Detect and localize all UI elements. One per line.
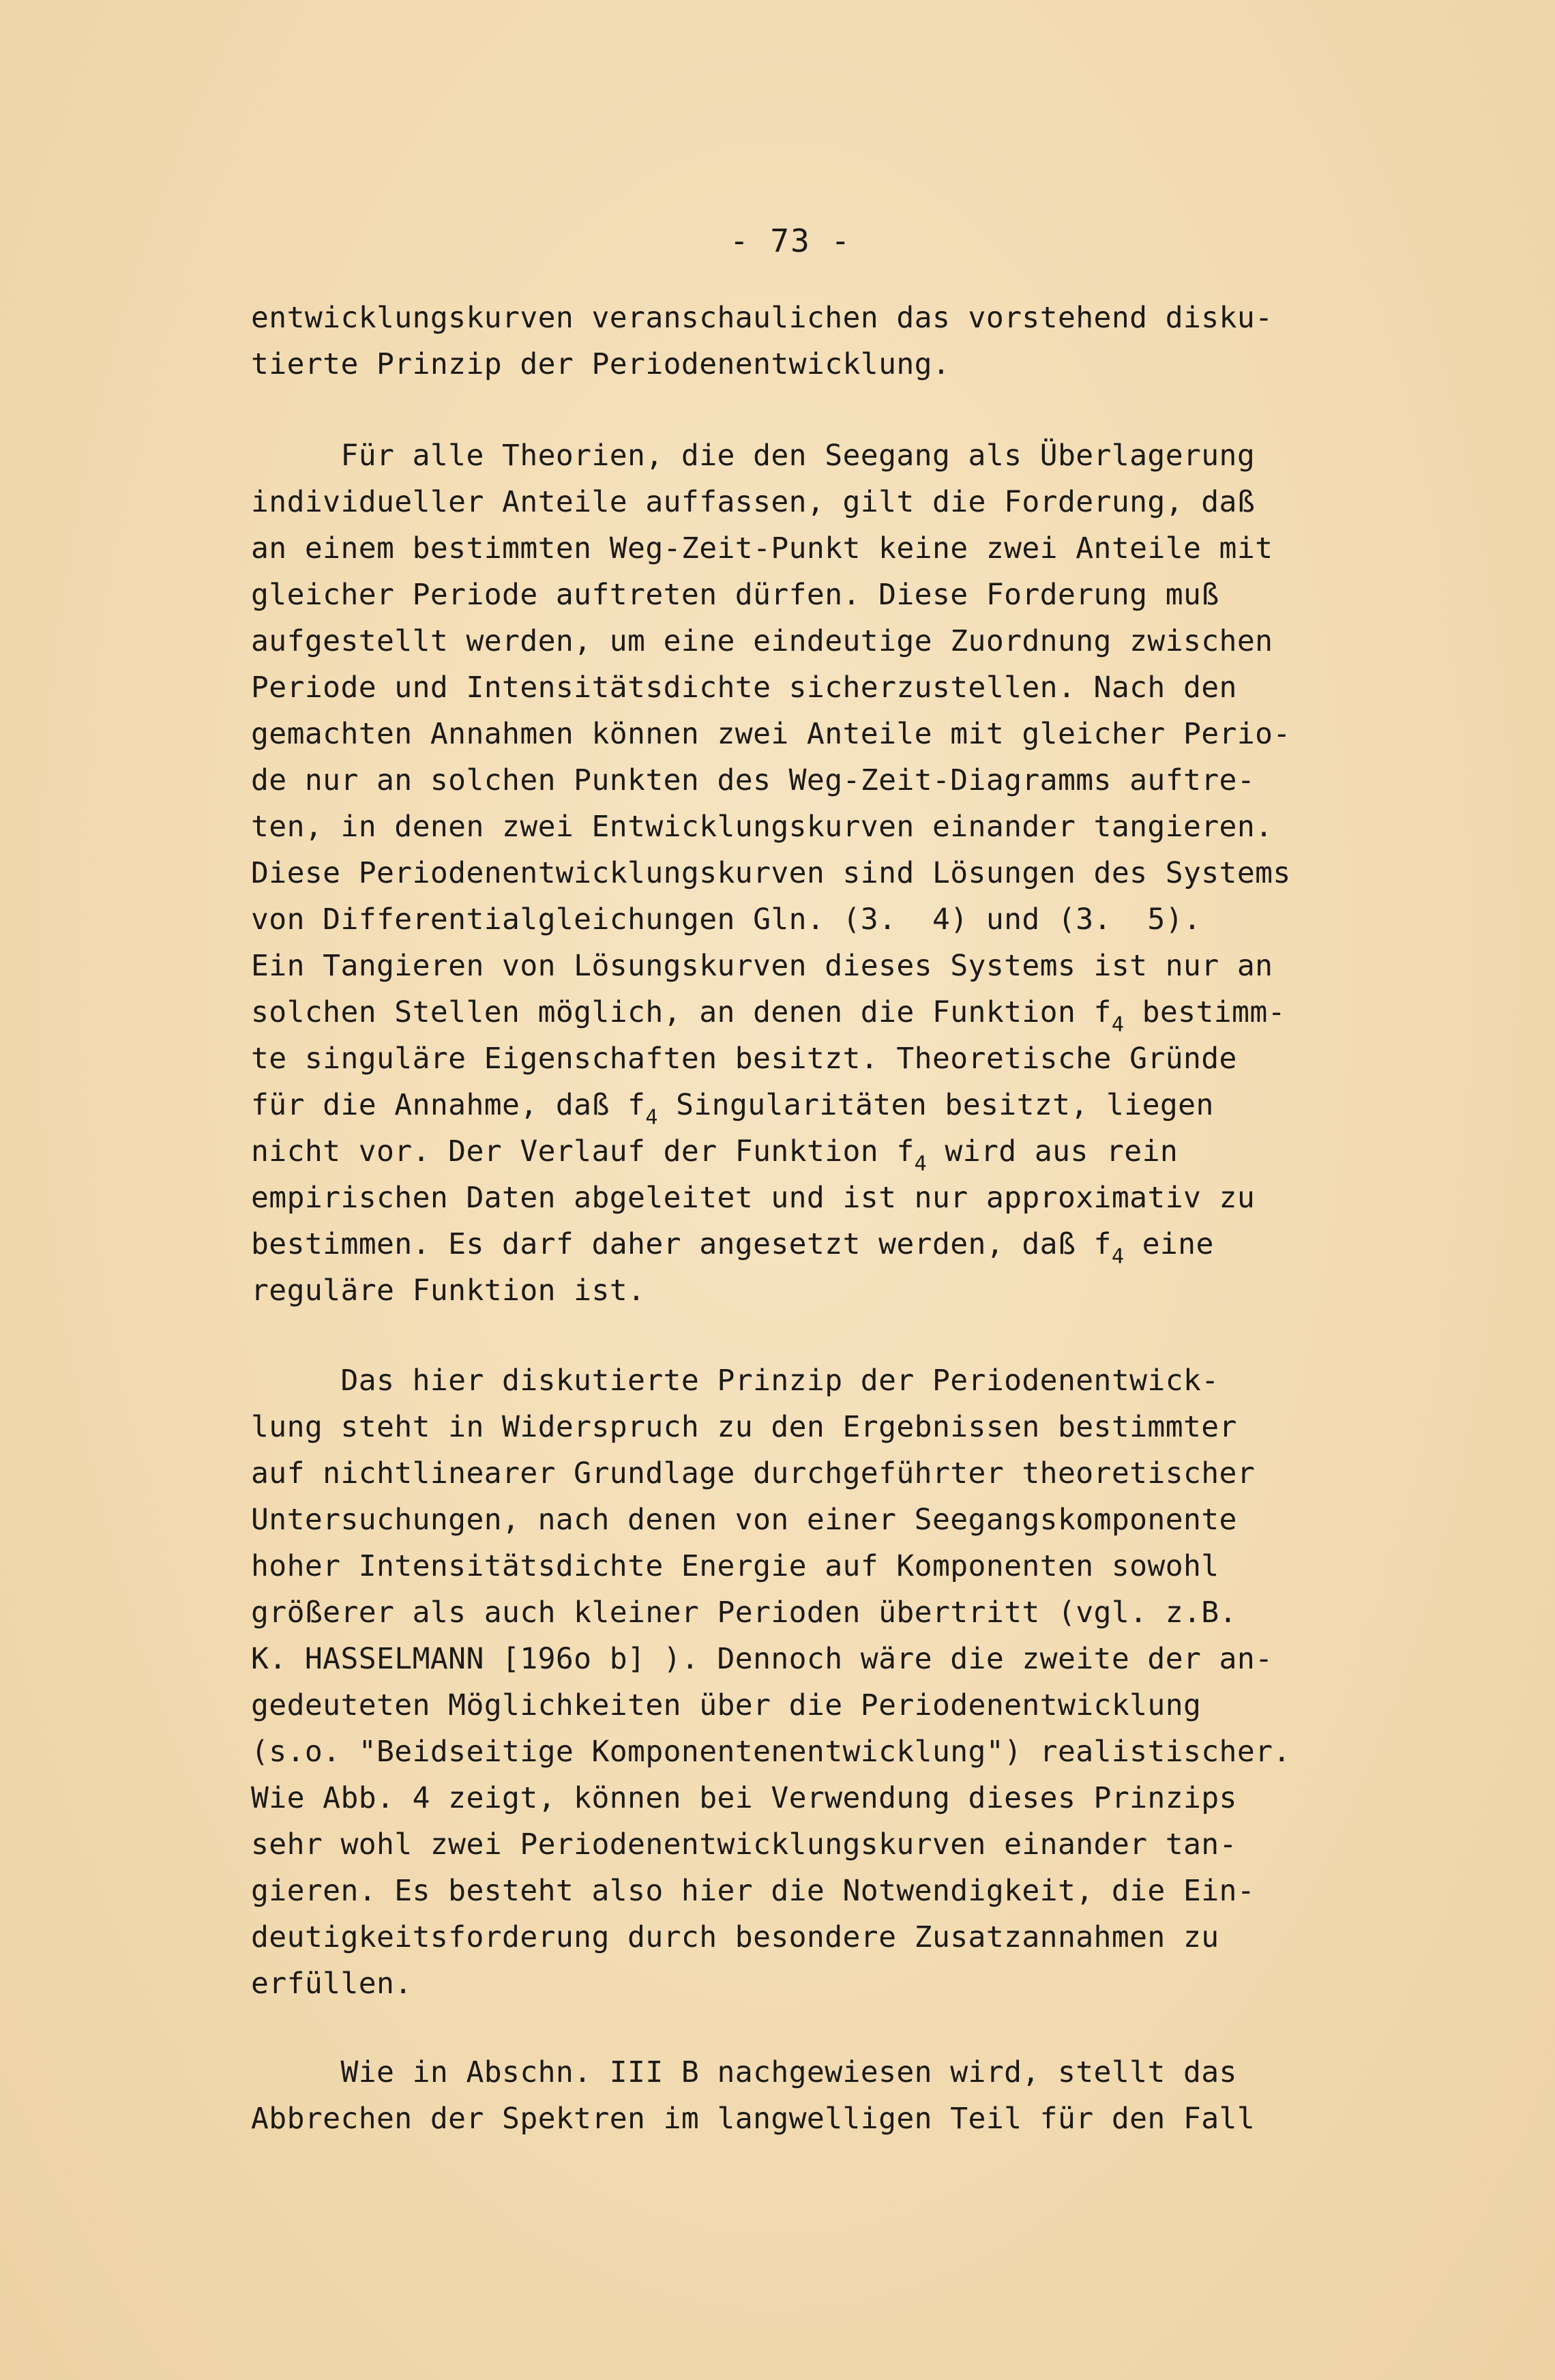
text-line: erfüllen. (251, 1967, 413, 2001)
text-segment: eine (1124, 1227, 1214, 1261)
text-line: ten, in denen zwei Entwicklungskurven einander tangieren. (251, 810, 1273, 844)
text-segment: solchen Stellen möglich, an denen die Funktion f (251, 995, 1112, 1029)
text-segment: bestimmen. Es darf daher angesetzt werden, daß f (251, 1227, 1112, 1261)
text-line: reguläre Funktion ist. (251, 1274, 646, 1308)
page-number: - 73 - (730, 222, 852, 259)
text-segment: für die Annahme, daß f (251, 1088, 646, 1122)
text-line: gleicher Periode auftreten dürfen. Diese Forderung muß (251, 578, 1219, 612)
text-line: Das hier diskutierte Prinzip der Periodenentwick- (251, 1364, 1219, 1398)
text-line: te singuläre Eigenschaften besitzt. Theoretische Gründe (251, 1042, 1237, 1076)
text-segment: Singularitäten besitzt, liegen (657, 1088, 1214, 1122)
subscript-index: 4 (645, 1106, 658, 1130)
subscript-index: 4 (1111, 1245, 1125, 1269)
text-line: de nur an solchen Punkten des Weg-Zeit-Diagramms auftre- (251, 763, 1256, 797)
text-line: gedeuteten Möglichkeiten über die Periodenentwicklung (251, 1688, 1202, 1722)
text-line: größerer als auch kleiner Perioden übertritt (vgl. z.B. (251, 1596, 1237, 1630)
text-line: von Differentialgleichungen Gln. (3. 4) und (3. 5). (251, 902, 1202, 937)
text-line: individueller Anteile auffassen, gilt die Forderung, daß (251, 485, 1256, 519)
text-line: (s.o. "Beidseitige Komponentenentwicklung") realistischer. (251, 1735, 1291, 1769)
paragraph-4 (251, 2049, 1424, 2142)
text-line: Periode und Intensitätsdichte sicherzustellen. Nach den (251, 671, 1237, 705)
text-line: Abbrechen der Spektren im langwelligen Teil für den Fall (251, 2102, 1256, 2136)
text-line-with-subscript (251, 1221, 1424, 1267)
text-line: Wie in Abschn. III B nachgewiesen wird, stellt das (251, 2055, 1237, 2089)
text-line: gemachten Annahmen können zwei Anteile mit gleicher Perio- (251, 717, 1291, 751)
paragraph-3 (251, 1357, 1424, 2007)
text-line-with-subscript (251, 1128, 1424, 1175)
text-line: Ein Tangieren von Lösungskurven dieses Systems ist nur an (251, 949, 1273, 983)
text-line: entwicklungskurven veranschaulichen das vorstehend disku- (251, 301, 1273, 335)
paragraph-1 (251, 295, 1424, 387)
text-line: an einem bestimmten Weg-Zeit-Punkt keine zwei Anteile mit (251, 531, 1273, 565)
text-line: aufgestellt werden, um eine eindeutige Zuordnung zwischen (251, 624, 1273, 658)
text-line: K. HASSELMANN [196o b] ). Dennoch wäre die zweite der an- (251, 1642, 1273, 1676)
text-segment: nicht vor. Der Verlauf der Funktion f (251, 1134, 915, 1169)
text-segment: wird aus rein (927, 1134, 1179, 1169)
text-line-with-subscript (251, 989, 1424, 1035)
text-line: auf nichtlinearer Grundlage durchgeführter theoretischer (251, 1456, 1256, 1490)
text-line: Diese Periodenentwicklungskurven sind Lösungen des Systems (251, 856, 1291, 890)
text-line: empirischen Daten abgeleitet und ist nur approximativ zu (251, 1181, 1256, 1215)
text-line: deutigkeitsforderung durch besondere Zusatzannahmen zu (251, 1920, 1219, 1954)
text-line: tierte Prinzip der Periodenentwicklung. (251, 347, 951, 381)
text-line: Für alle Theorien, die den Seegang als Überlagerung (251, 439, 1256, 473)
text-line: gieren. Es besteht also hier die Notwendigkeit, die Ein- (251, 1874, 1256, 1908)
subscript-index: 4 (1111, 1013, 1125, 1037)
text-line: Wie Abb. 4 zeigt, können bei Verwendung dieses Prinzips (251, 1781, 1237, 1815)
paragraph-2 (251, 432, 1424, 1314)
text-line: Untersuchungen, nach denen von einer Seegangskomponente (251, 1503, 1237, 1537)
text-segment: bestimm- (1124, 995, 1286, 1029)
text-line-with-subscript (251, 1082, 1424, 1128)
text-line: hoher Intensitätsdichte Energie auf Komponenten sowohl (251, 1549, 1219, 1583)
subscript-index: 4 (914, 1152, 928, 1176)
text-line: sehr wohl zwei Periodenentwicklungskurven einander tan- (251, 1827, 1237, 1862)
text-line: lung steht in Widerspruch zu den Ergebnissen bestimmter (251, 1410, 1237, 1444)
